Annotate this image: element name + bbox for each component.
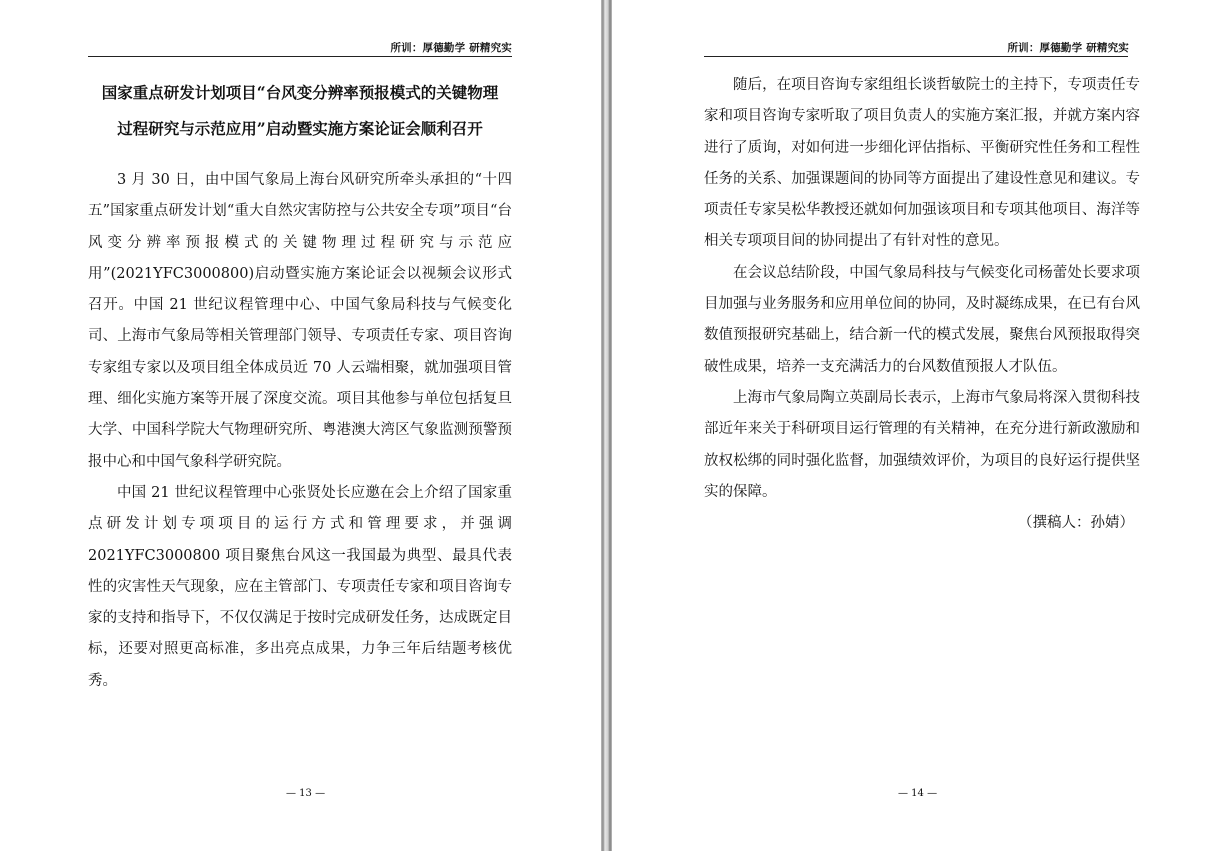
page-13 (0, 0, 601, 851)
left-page-body (88, 165, 512, 697)
paragraph: 随后，在项目咨询专家组组长谈哲敏院士的主持下，专项责任专家和项目咨询专家听取了项目负责人的实施方案汇报，并就方案内容进行了质询，对如何进一步细化评估指标、平衡研究性任务和工程性任务的关系、加强课题间的协同等方面提出了建设性意见和建议。专项责任专家吴松华教授还就如何加强该项目和专项其他项目、海洋等相关专项项目间的协同提出了有针对性的意见。 (704, 77, 1140, 250)
author-credit: （撰稿人：孙婧） (1018, 515, 1134, 532)
paragraph: 在会议总结阶段，中国气象局科技与气候变化司杨蕾处长要求项目加强与业务服务和应用单位间的协同，及时凝练成果，在已有台风数值预报研究基础上，结合新一代的模式发展，聚焦台风预报取得突破性成果，培养一支充满活力的台风数值预报人才队伍。 (704, 264, 1140, 375)
page-header-motto: 所训：厚德勤学 研精究实 (1007, 42, 1129, 54)
paragraph: 中国 21 世纪议程管理中心张贤处长应邀在会上介绍了国家重点研发计划专项项目的运行方式和管理要求，并强调 2021YFC3000800 项目聚焦台风这一我国最为典型、最具代表性的灾害性天气现象，应在主管部门、专项责任专家和项目咨询专家的支持和指导下，不仅仅满足于按时完成研发任务，达成既定目标，还要对照更高标准，多出亮点成果，力争三年后结题考核优秀。 (88, 484, 512, 689)
page-header-motto: 所训：厚德勤学 研精究实 (390, 42, 512, 54)
article-title (88, 75, 512, 147)
page-spine-divider (601, 0, 612, 851)
page-number: — 14 — (898, 788, 938, 799)
paragraph: 3 月 30 日，由中国气象局上海台风研究所牵头承担的“十四五”国家重点研发计划“重大自然灾害防控与公共安全专项”项目“台风变分辨率预报模式的关键物理过程研究与示范应用”(2021YFC3000800)启动暨实施方案论证会以视频会议形式召开。中国 21 世纪议程管理中心、中国气象局科技与气候变化司、上海市气象局等相关管理部门领导、专项责任专家、项目咨询专家组专家以及项目组全体成员近 70 人云端相聚，就加强项目管理、细化实施方案等开展了深度交流。项目其他参与单位包括复旦大学、中国科学院大气物理研究所、粤港澳大湾区气象监测预警预报中心和中国气象科学研究院。 (88, 172, 512, 470)
page-14 (612, 0, 1215, 851)
article-title-line2: 过程研究与示范应用”启动暨实施方案论证会顺利召开 (117, 119, 483, 138)
article-title-line1: 国家重点研发计划项目“台风变分辨率预报模式的关键物理 (101, 83, 499, 102)
page-number: — 13 — (286, 788, 326, 799)
right-page-body (704, 70, 1140, 539)
paragraph: 上海市气象局陶立英副局长表示，上海市气象局将深入贯彻科技部近年来关于科研项目运行管理的有关精神，在充分进行新政激励和放权松绑的同时强化监督，加强绩效评价，为项目的良好运行提供坚实的保障。 (704, 389, 1140, 500)
header-divider (88, 56, 512, 57)
header-divider (704, 56, 1128, 57)
